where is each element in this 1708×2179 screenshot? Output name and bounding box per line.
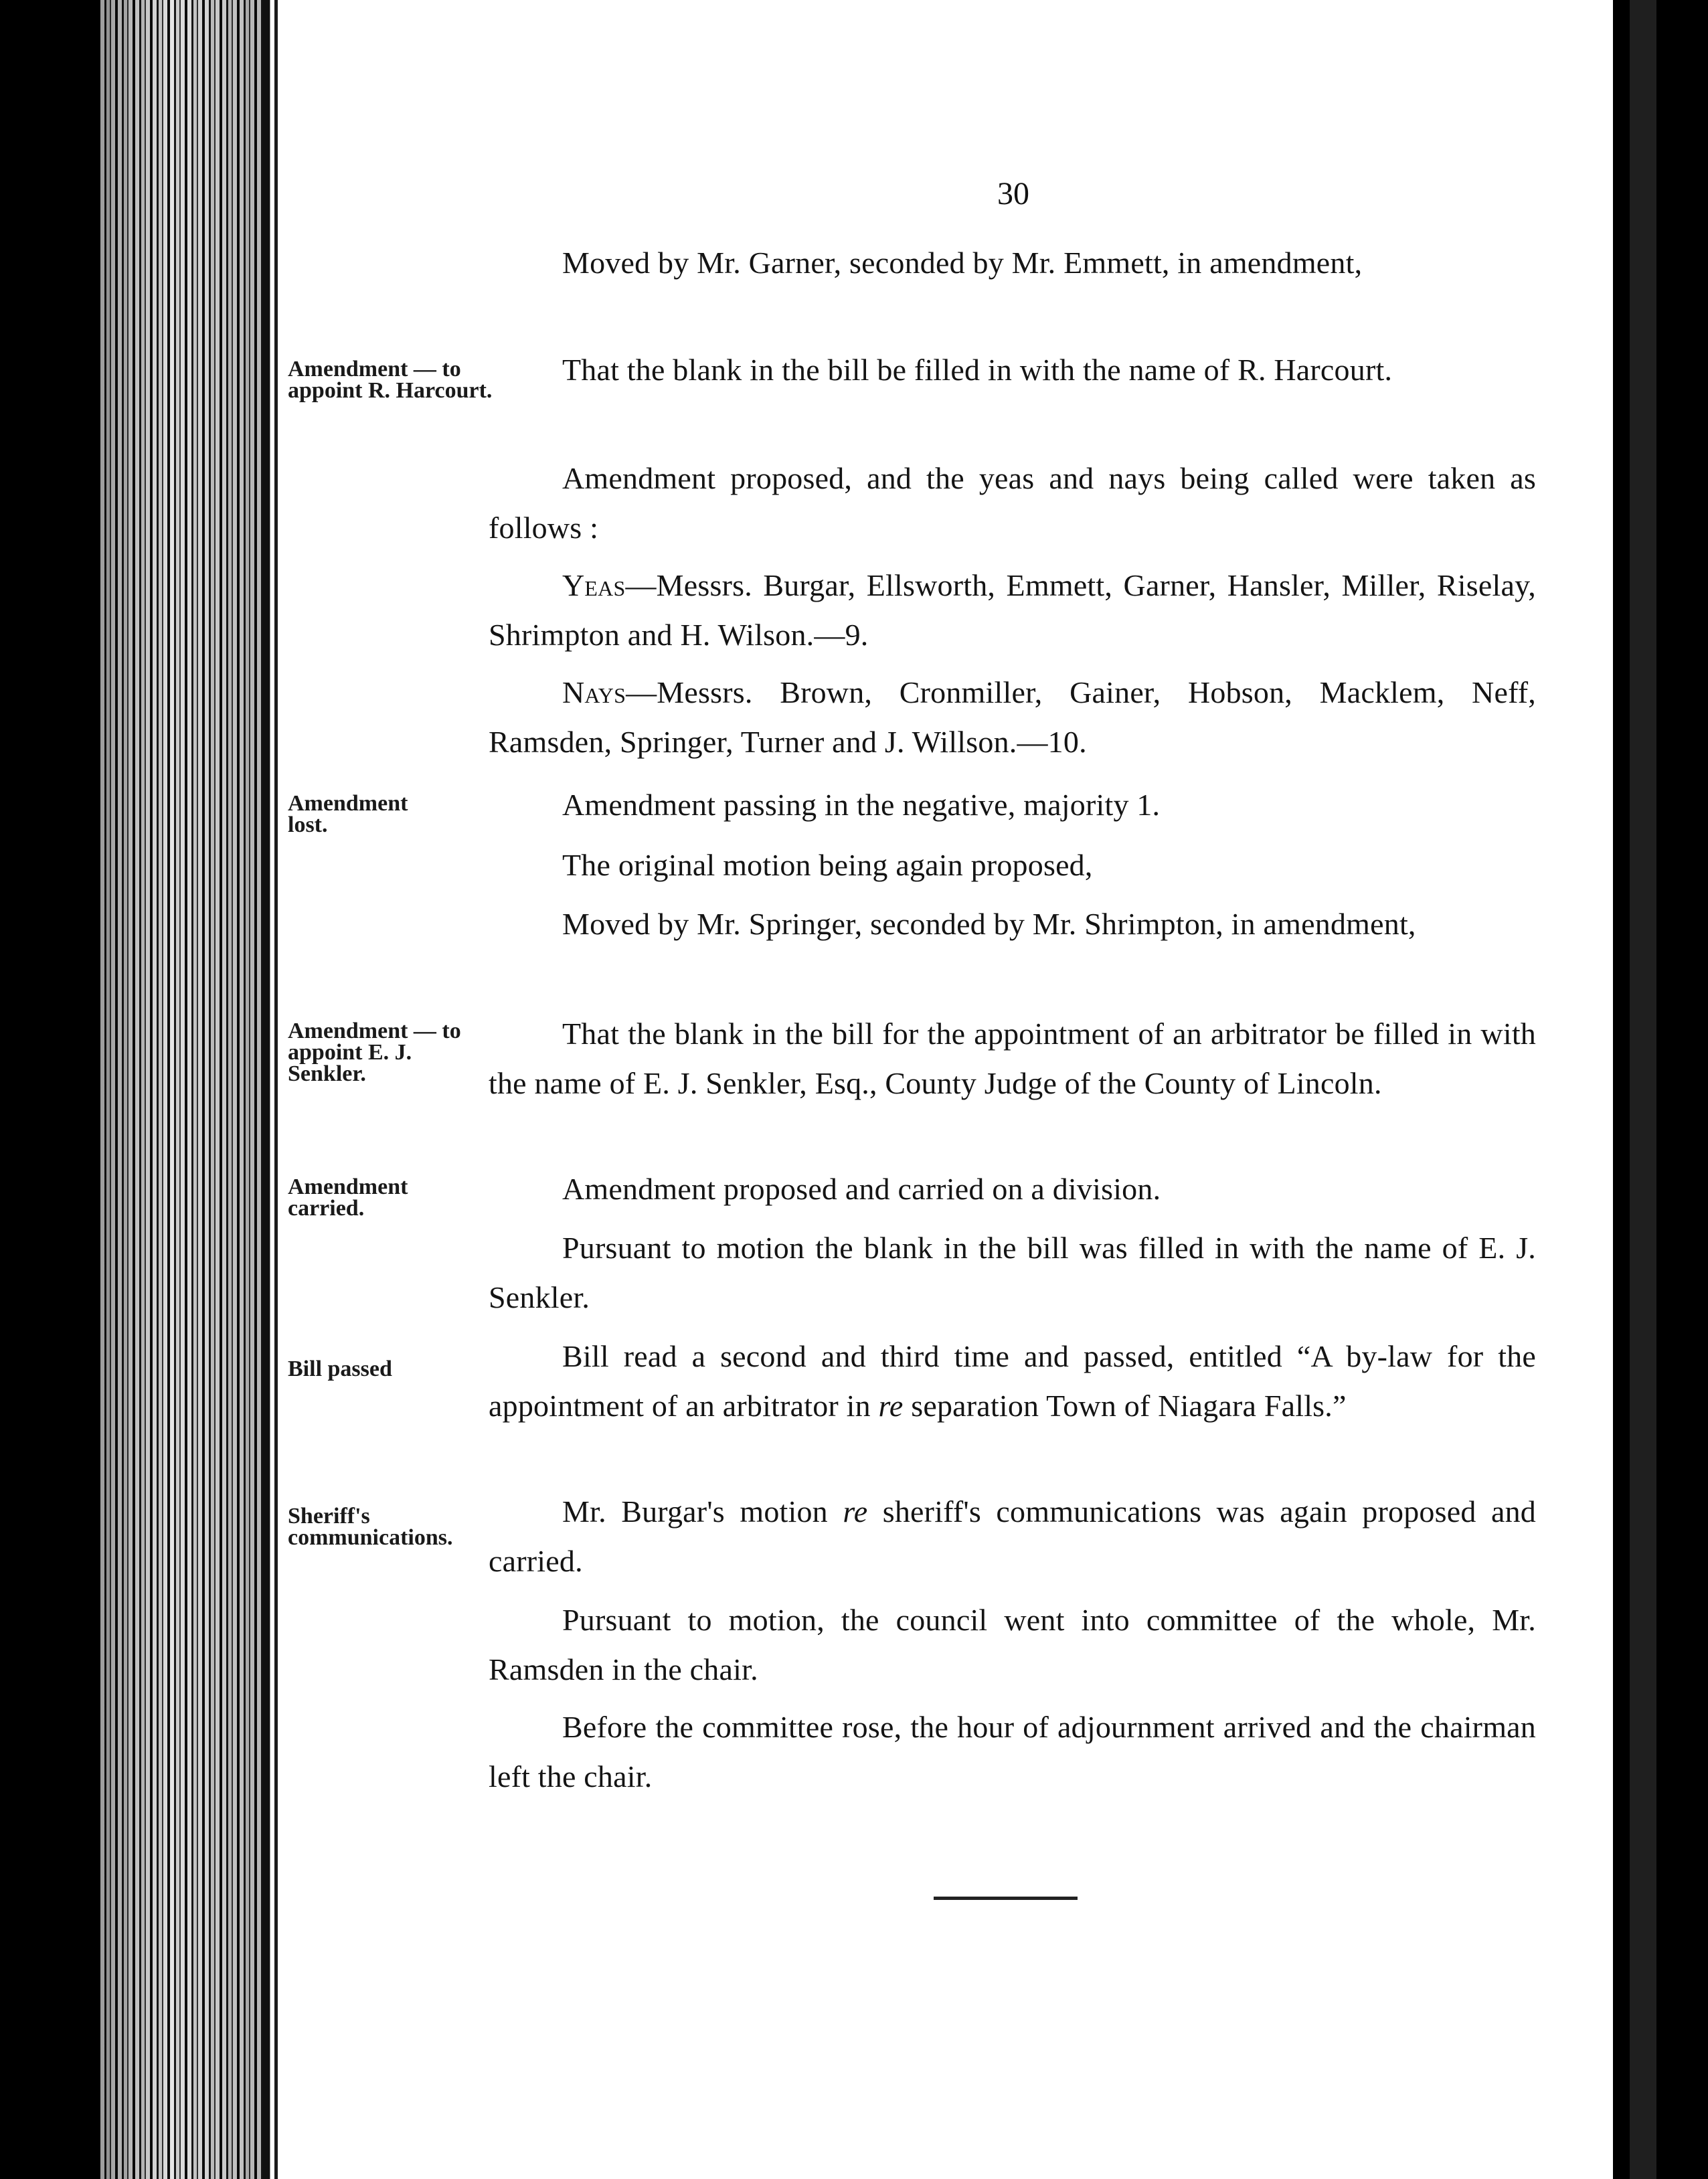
yeas-list: —Messrs. Burgar, Ellsworth, Emmett, Garner, Hansler, Miller, Riselay, Shrimpton and H. Wilson.—9. (489, 568, 1536, 652)
paragraph-nays (489, 668, 1536, 767)
paragraph-senkler: That the blank in the bill for the appointment of an arbitrator be filled in with the name of E. J. Senkler, Esq., County Judge of the County of Lincoln. (489, 1017, 1536, 1100)
section-rule (934, 1897, 1078, 1900)
paragraph-moved-springer: Moved by Mr. Springer, seconded by Mr. Shrimpton, in amendment, (562, 907, 1416, 941)
scan-border-right (1613, 0, 1708, 2179)
gutter-edge (263, 0, 270, 2179)
nays-label: Nays (562, 675, 626, 709)
paragraph-carried-division: Amendment proposed and carried on a division. (562, 1172, 1161, 1206)
paragraph-negative: Amendment passing in the negative, majority 1. (562, 788, 1161, 822)
page-number: 30 (997, 176, 1029, 211)
scan-border-left (0, 0, 100, 2179)
bill-read-text: Bill read a second and third time and passed, entitled “A by-law for the appointment of an arbitrator in (489, 1339, 1536, 1423)
side-note-lost: Amendment lost. (288, 791, 408, 837)
bill-read-re: re (878, 1389, 904, 1423)
gutter-shadow (100, 0, 281, 2179)
bill-read-text-end: separation Town of Niagara Falls.” (903, 1389, 1347, 1423)
side-note-harcourt: Amendment — to appoint R. Harcourt. (288, 357, 493, 403)
paragraph-sheriff-motion (489, 1487, 1536, 1586)
side-note-senkler: Amendment — to appoint E. J. Senkler. (288, 1019, 461, 1086)
paragraph-committee: Pursuant to motion, the council went into committee of the whole, Mr. Ramsden in the chair. (489, 1603, 1536, 1686)
paragraph-blank-filled: Pursuant to motion the blank in the bill was filled in with the name of E. J. Senkler. (489, 1231, 1536, 1314)
paragraph-harcourt: That the blank in the bill be filled in with the name of R. Harcourt. (562, 353, 1393, 387)
sheriff-motion-text-end: sheriff's communications was again proposed and carried. (489, 1494, 1536, 1578)
paragraph-original-motion: The original motion being again proposed, (562, 848, 1093, 882)
paragraph-yeas (489, 561, 1536, 660)
sheriff-motion-text: Mr. Burgar's motion (562, 1494, 843, 1529)
paragraph-yeas-nays: Amendment proposed, and the yeas and nays being called were taken as follows : (489, 461, 1536, 545)
side-note-sheriffs: Sheriff's communications. (288, 1504, 453, 1550)
sheriff-motion-re: re (843, 1494, 868, 1529)
side-note-carried: Amendment carried. (288, 1174, 408, 1221)
paragraph-bill-read (489, 1332, 1536, 1431)
paragraph-adjournment: Before the committee rose, the hour of adjournment arrived and the chairman left the chair. (489, 1710, 1536, 1794)
scan-border-right-strip (1630, 0, 1656, 2179)
paragraph-moved-garner: Moved by Mr. Garner, seconded by Mr. Emmett, in amendment, (562, 246, 1363, 280)
side-note-bill-passed: Bill passed (288, 1357, 392, 1381)
nays-list: —Messrs. Brown, Cronmiller, Gainer, Hobson, Macklem, Neff, Ramsden, Springer, Turner and J. Willson.—10. (489, 675, 1536, 759)
yeas-label: Yeas (562, 568, 626, 602)
